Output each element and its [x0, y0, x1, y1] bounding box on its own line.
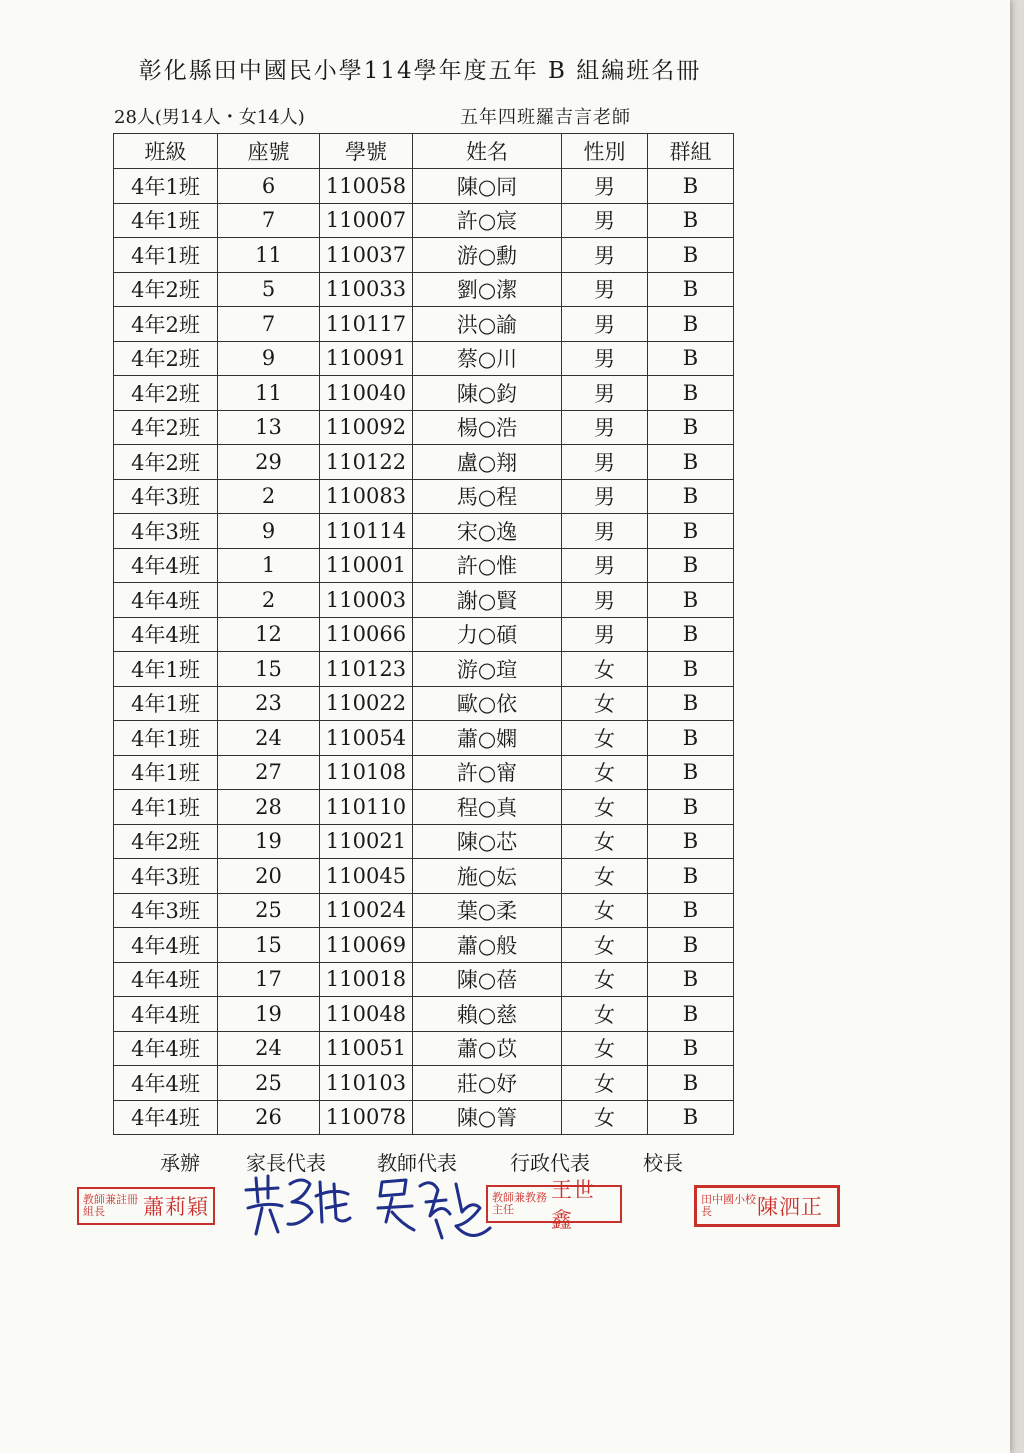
cell-group: B [648, 238, 734, 273]
cell-class: 4年1班 [114, 790, 218, 825]
cell-gender: 女 [562, 652, 648, 687]
column-header-student-id: 學號 [320, 134, 413, 169]
cell-name: 蕭○嫻 [413, 721, 562, 756]
cell-class: 4年4班 [114, 583, 218, 618]
cell-group: B [648, 617, 734, 652]
cell-name: 許○甯 [413, 755, 562, 790]
cell-seat: 7 [218, 307, 320, 342]
cell-class: 4年1班 [114, 203, 218, 238]
cell-class: 4年4班 [114, 1066, 218, 1101]
cell-name: 游○瑄 [413, 652, 562, 687]
cell-group: B [648, 514, 734, 549]
signer-label-handler: 承辦 [160, 1151, 200, 1175]
cell-name: 賴○慈 [413, 997, 562, 1032]
cell-seat: 27 [218, 755, 320, 790]
cell-student-id: 110117 [320, 307, 413, 342]
column-header-group: 群組 [648, 134, 734, 169]
cell-name: 洪○諭 [413, 307, 562, 342]
cell-gender: 男 [562, 410, 648, 445]
cell-student-id: 110103 [320, 1066, 413, 1101]
registrar-seal-name: 蕭莉穎 [143, 1195, 209, 1219]
cell-name: 葉○柔 [413, 893, 562, 928]
cell-student-id: 110051 [320, 1031, 413, 1066]
cell-group: B [648, 479, 734, 514]
cell-group: B [648, 376, 734, 411]
cell-gender: 男 [562, 445, 648, 480]
cell-class: 4年1班 [114, 238, 218, 273]
principal-seal [694, 1185, 840, 1227]
cell-name: 蕭○苡 [413, 1031, 562, 1066]
cell-gender: 女 [562, 755, 648, 790]
table-row [114, 928, 734, 963]
cell-class: 4年1班 [114, 686, 218, 721]
cell-seat: 19 [218, 997, 320, 1032]
cell-student-id: 110114 [320, 514, 413, 549]
cell-student-id: 110024 [320, 893, 413, 928]
table-row [114, 376, 734, 411]
registrar-seal [77, 1187, 215, 1225]
principal-seal-title: 田中國小校長 [701, 1193, 756, 1218]
cell-student-id: 110078 [320, 1100, 413, 1135]
cell-student-id: 110122 [320, 445, 413, 480]
cell-gender: 男 [562, 583, 648, 618]
cell-name: 程○真 [413, 790, 562, 825]
cell-gender: 女 [562, 962, 648, 997]
cell-gender: 男 [562, 203, 648, 238]
cell-class: 4年1班 [114, 721, 218, 756]
cell-gender: 女 [562, 997, 648, 1032]
cell-student-id: 110083 [320, 479, 413, 514]
table-row [114, 307, 734, 342]
cell-group: B [648, 445, 734, 480]
signer-label-admin-rep: 行政代表 [510, 1151, 590, 1175]
table-row [114, 686, 734, 721]
column-header-seat: 座號 [218, 134, 320, 169]
cell-gender: 女 [562, 824, 648, 859]
cell-class: 4年2班 [114, 410, 218, 445]
column-header-class: 班級 [114, 134, 218, 169]
cell-student-id: 110091 [320, 341, 413, 376]
cell-group: B [648, 755, 734, 790]
cell-student-id: 110037 [320, 238, 413, 273]
table-row [114, 548, 734, 583]
cell-student-id: 110110 [320, 790, 413, 825]
cell-seat: 13 [218, 410, 320, 445]
cell-seat: 28 [218, 790, 320, 825]
cell-seat: 1 [218, 548, 320, 583]
cell-student-id: 110022 [320, 686, 413, 721]
cell-student-id: 110123 [320, 652, 413, 687]
table-row [114, 272, 734, 307]
cell-gender: 女 [562, 1100, 648, 1135]
cell-seat: 15 [218, 652, 320, 687]
cell-group: B [648, 928, 734, 963]
academic-director-seal-name: 王世鑫 [551, 1178, 596, 1232]
cell-name: 陳○同 [413, 169, 562, 204]
cell-name: 游○勳 [413, 238, 562, 273]
cell-gender: 男 [562, 341, 648, 376]
cell-group: B [648, 307, 734, 342]
cell-student-id: 110045 [320, 859, 413, 894]
cell-group: B [648, 859, 734, 894]
cell-name: 許○宸 [413, 203, 562, 238]
parent-rep-signature [238, 1168, 356, 1240]
cell-class: 4年3班 [114, 859, 218, 894]
cell-name: 陳○鈞 [413, 376, 562, 411]
cell-seat: 19 [218, 824, 320, 859]
cell-class: 4年2班 [114, 824, 218, 859]
cell-name: 陳○箐 [413, 1100, 562, 1135]
cell-group: B [648, 962, 734, 997]
table-row [114, 514, 734, 549]
cell-name: 許○惟 [413, 548, 562, 583]
cell-student-id: 110001 [320, 548, 413, 583]
cell-name: 劉○潔 [413, 272, 562, 307]
cell-student-id: 110021 [320, 824, 413, 859]
cell-gender: 男 [562, 617, 648, 652]
cell-seat: 2 [218, 583, 320, 618]
table-row [114, 755, 734, 790]
student-count: 28人(男14人・女14人) [114, 107, 305, 128]
table-row [114, 1031, 734, 1066]
cell-student-id: 110054 [320, 721, 413, 756]
cell-class: 4年2班 [114, 341, 218, 376]
table-row [114, 341, 734, 376]
cell-group: B [648, 790, 734, 825]
cell-seat: 12 [218, 617, 320, 652]
cell-name: 莊○妤 [413, 1066, 562, 1101]
table-header-row [114, 134, 734, 169]
cell-student-id: 110108 [320, 755, 413, 790]
principal-seal-name: 陳泗正 [757, 1195, 823, 1219]
cell-gender: 女 [562, 686, 648, 721]
cell-class: 4年2班 [114, 376, 218, 411]
cell-seat: 25 [218, 893, 320, 928]
table-row [114, 203, 734, 238]
table-row [114, 893, 734, 928]
teacher-rep-signature [372, 1172, 494, 1250]
cell-seat: 25 [218, 1066, 320, 1101]
cell-seat: 20 [218, 859, 320, 894]
cell-gender: 男 [562, 169, 648, 204]
table-row [114, 238, 734, 273]
cell-class: 4年1班 [114, 169, 218, 204]
cell-gender: 男 [562, 548, 648, 583]
cell-class: 4年2班 [114, 307, 218, 342]
cell-gender: 女 [562, 721, 648, 756]
cell-student-id: 110048 [320, 997, 413, 1032]
cell-group: B [648, 1066, 734, 1101]
cell-group: B [648, 1100, 734, 1135]
cell-group: B [648, 824, 734, 859]
table-row [114, 962, 734, 997]
cell-student-id: 110092 [320, 410, 413, 445]
cell-class: 4年3班 [114, 514, 218, 549]
cell-name: 力○碩 [413, 617, 562, 652]
cell-group: B [648, 169, 734, 204]
cell-class: 4年4班 [114, 997, 218, 1032]
cell-group: B [648, 893, 734, 928]
table-row [114, 652, 734, 687]
cell-group: B [648, 272, 734, 307]
cell-seat: 15 [218, 928, 320, 963]
column-header-name: 姓名 [413, 134, 562, 169]
cell-seat: 2 [218, 479, 320, 514]
table-row [114, 790, 734, 825]
table-row [114, 1066, 734, 1101]
cell-group: B [648, 203, 734, 238]
cell-group: B [648, 548, 734, 583]
cell-gender: 男 [562, 238, 648, 273]
cell-seat: 6 [218, 169, 320, 204]
cell-student-id: 110040 [320, 376, 413, 411]
cell-class: 4年4班 [114, 1031, 218, 1066]
cell-name: 宋○逸 [413, 514, 562, 549]
cell-gender: 男 [562, 376, 648, 411]
cell-class: 4年4班 [114, 1100, 218, 1135]
cell-name: 蕭○般 [413, 928, 562, 963]
cell-seat: 17 [218, 962, 320, 997]
cell-class: 4年1班 [114, 652, 218, 687]
cell-class: 4年2班 [114, 445, 218, 480]
cell-class: 4年2班 [114, 272, 218, 307]
cell-gender: 男 [562, 307, 648, 342]
cell-name: 謝○賢 [413, 583, 562, 618]
cell-gender: 男 [562, 514, 648, 549]
cell-group: B [648, 686, 734, 721]
cell-group: B [648, 341, 734, 376]
cell-gender: 男 [562, 479, 648, 514]
cell-group: B [648, 997, 734, 1032]
cell-gender: 男 [562, 272, 648, 307]
cell-seat: 11 [218, 238, 320, 273]
cell-student-id: 110018 [320, 962, 413, 997]
cell-gender: 女 [562, 859, 648, 894]
cell-gender: 女 [562, 893, 648, 928]
class-teacher: 五年四班羅吉言老師 [460, 107, 631, 128]
table-row [114, 859, 734, 894]
cell-name: 施○妘 [413, 859, 562, 894]
cell-class: 4年4班 [114, 548, 218, 583]
table-row [114, 445, 734, 480]
cell-gender: 女 [562, 1031, 648, 1066]
column-header-gender: 性別 [562, 134, 648, 169]
cell-seat: 9 [218, 514, 320, 549]
table-row [114, 169, 734, 204]
cell-group: B [648, 410, 734, 445]
cell-group: B [648, 583, 734, 618]
cell-seat: 7 [218, 203, 320, 238]
table-row [114, 479, 734, 514]
cell-name: 陳○蓓 [413, 962, 562, 997]
cell-class: 4年4班 [114, 962, 218, 997]
cell-class: 4年4班 [114, 617, 218, 652]
table-row [114, 410, 734, 445]
table-row [114, 583, 734, 618]
cell-student-id: 110003 [320, 583, 413, 618]
cell-student-id: 110058 [320, 169, 413, 204]
cell-group: B [648, 1031, 734, 1066]
cell-name: 蔡○川 [413, 341, 562, 376]
page-title: 彰化縣田中國民小學114學年度五年 B 組編班名冊 [138, 58, 702, 84]
cell-class: 4年4班 [114, 928, 218, 963]
cell-class: 4年1班 [114, 755, 218, 790]
table-row [114, 997, 734, 1032]
cell-seat: 26 [218, 1100, 320, 1135]
signer-label-parent-rep: 家長代表 [246, 1151, 326, 1175]
cell-seat: 24 [218, 1031, 320, 1066]
cell-seat: 5 [218, 272, 320, 307]
table-row [114, 824, 734, 859]
cell-name: 陳○芯 [413, 824, 562, 859]
signer-label-teacher-rep: 教師代表 [377, 1151, 457, 1175]
table-row [114, 721, 734, 756]
signer-label-principal: 校長 [643, 1151, 683, 1175]
cell-student-id: 110033 [320, 272, 413, 307]
table-row [114, 1100, 734, 1135]
cell-seat: 23 [218, 686, 320, 721]
cell-name: 歐○依 [413, 686, 562, 721]
cell-group: B [648, 652, 734, 687]
cell-seat: 29 [218, 445, 320, 480]
academic-director-seal-title: 教師兼教務主任 [492, 1191, 547, 1216]
cell-seat: 9 [218, 341, 320, 376]
cell-name: 馬○程 [413, 479, 562, 514]
cell-name: 盧○翔 [413, 445, 562, 480]
cell-seat: 11 [218, 376, 320, 411]
cell-gender: 女 [562, 790, 648, 825]
academic-director-seal [486, 1178, 622, 1232]
cell-name: 楊○浩 [413, 410, 562, 445]
cell-gender: 女 [562, 1066, 648, 1101]
table-row [114, 617, 734, 652]
roster-body [114, 169, 734, 1135]
cell-student-id: 110069 [320, 928, 413, 963]
cell-student-id: 110066 [320, 617, 413, 652]
cell-seat: 24 [218, 721, 320, 756]
cell-group: B [648, 721, 734, 756]
roster-table [113, 133, 734, 1135]
cell-student-id: 110007 [320, 203, 413, 238]
registrar-seal-title: 教師兼註冊組長 [83, 1193, 138, 1218]
cell-class: 4年3班 [114, 479, 218, 514]
cell-class: 4年3班 [114, 893, 218, 928]
cell-gender: 女 [562, 928, 648, 963]
